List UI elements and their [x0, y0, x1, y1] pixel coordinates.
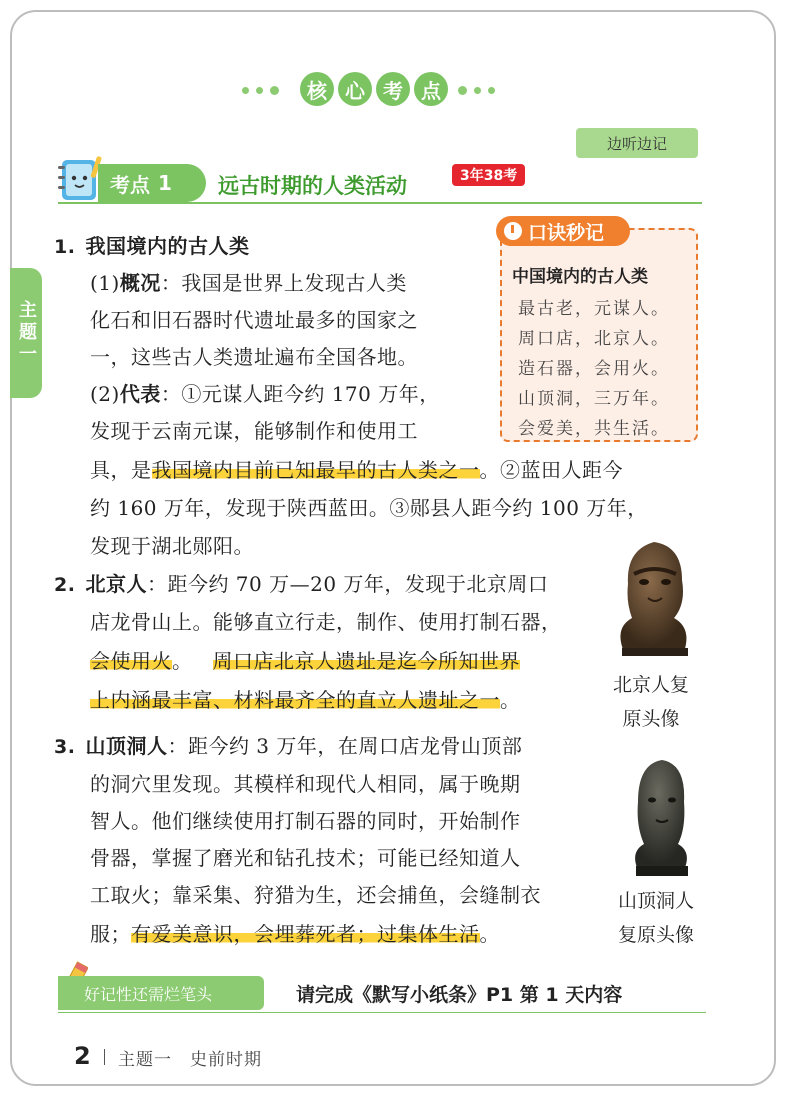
core-char: 核: [300, 72, 334, 106]
highlight: 有爱美意识，会埋葬死者；过集体生活: [131, 922, 480, 946]
page-number: 2: [74, 1042, 91, 1070]
frequency-badge: 3年38考: [452, 164, 525, 186]
highlight: 我国境内目前已知最早的古人类之一: [151, 458, 480, 482]
mnemonic-line: 周口店，北京人。: [518, 329, 670, 349]
peking-man-caption: 北京人复 原头像: [612, 674, 689, 730]
text-line: 骨器，掌握了磨光和钻孔技术；可能已经知道人: [90, 846, 521, 870]
mnemonic-header: [496, 216, 630, 246]
kaodian-title: 远古时期的人类活动: [218, 174, 407, 198]
mnemonic-header-label: 口诀秒记: [528, 221, 605, 244]
text-line: 会使用火。 周口店北京人遗址是迄今所知世界: [90, 649, 520, 673]
clock-icon: [504, 222, 522, 240]
kaodian-label: 考点: [110, 172, 150, 197]
mnemonic-line: 造石器，会用火。: [518, 359, 670, 379]
text-line: 发现于云南元谋，能够制作和使用工: [90, 419, 418, 443]
core-char: 考: [376, 72, 410, 106]
theme-side-tab: 主题一: [10, 268, 42, 398]
text-line: (1)概况：我国是世界上发现古人类: [90, 271, 407, 295]
divider: [58, 1012, 706, 1013]
highlight: 会使用火: [90, 649, 172, 673]
notebook-icon: [58, 156, 102, 202]
separator: [104, 1049, 105, 1065]
text-line: 具，是我国境内目前已知最早的古人类之一。②蓝田人距今: [90, 458, 623, 482]
task-text: 请完成《默写小纸条》P1 第 1 天内容: [296, 984, 623, 1006]
upper-cave-man-bust-image: [620, 752, 700, 880]
text-line: 一，这些古人类遗址遍布全国各地。: [90, 345, 418, 369]
peking-man-bust-image: [604, 532, 698, 658]
text-line: 店龙骨山上。能够直立行走，制作、使用打制石器，: [90, 610, 562, 634]
kaodian-badge: [98, 164, 206, 202]
text-line: 上内涵最丰富、材料最齐全的直立人遗址之一。: [90, 688, 521, 712]
text-line: 化石和旧石器时代遗址最多的国家之: [90, 308, 418, 332]
mnemonic-line: 最古老，元谋人。: [518, 299, 670, 319]
text-line: 智人。他们继续使用打制石器的同时，开始制作: [90, 809, 521, 833]
core-char: 点: [414, 72, 448, 106]
decor-dots-left: [242, 78, 279, 102]
highlight: 周口店北京人遗址是迄今所知世界: [212, 649, 520, 673]
mnemonic-line: 山顶洞，三万年。: [518, 389, 670, 409]
section-3-line: 3. 山顶洞人：距今约 3 万年，在周口店龙骨山顶部: [54, 734, 523, 758]
mnemonic-title: 中国境内的古人类: [512, 267, 648, 287]
upper-cave-man-caption: 山顶洞人 复原头像: [617, 890, 694, 946]
text-line: (2)代表：①元谋人距今约 170 万年，: [90, 382, 440, 406]
page-section-label: 主题一 史前时期: [118, 1050, 262, 1070]
text-line: 服；有爱美意识，会埋葬死者；过集体生活。: [90, 922, 500, 946]
text-line: 约 160 万年，发现于陕西蓝田。③郧县人距今约 100 万年，: [90, 496, 648, 520]
divider: [58, 202, 702, 204]
section-1-heading: 1. 我国境内的古人类: [54, 234, 250, 258]
text-line: 发现于湖北郧阳。: [90, 534, 254, 558]
pencil-tag: 好记性还需烂笔头: [58, 976, 264, 1010]
kaodian-number: 1: [158, 171, 172, 195]
side-note-tab: 边听边记: [576, 128, 698, 158]
text-line: 工取火；靠采集、狩猎为生，还会捕鱼，会缝制衣: [90, 883, 541, 907]
mnemonic-line: 会爱美，共生活。: [518, 419, 670, 439]
section-2-line: 2. 北京人：距今约 70 万—20 万年，发现于北京周口: [54, 572, 549, 596]
decor-dots-right: [458, 78, 495, 102]
core-char: 心: [338, 72, 372, 106]
core-title: [300, 72, 448, 106]
highlight: 上内涵最丰富、材料最齐全的直立人遗址之一: [90, 688, 500, 712]
text-line: 的洞穴里发现。其模样和现代人相同，属于晚期: [90, 772, 521, 796]
